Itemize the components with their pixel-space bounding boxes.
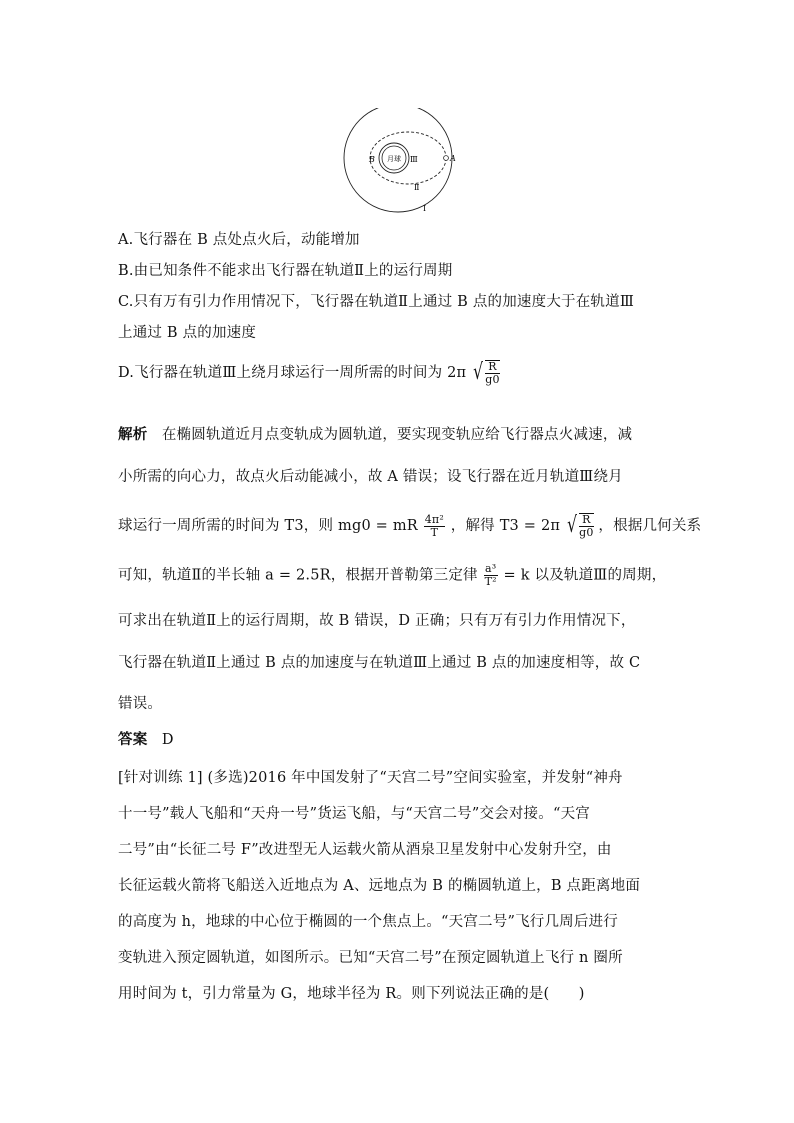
training-line5: 的高度为 h，地球的中心位于椭圆的一个焦点上。“天宫二号”飞行几周后进行: [118, 914, 618, 930]
option-d-sqrt-den: g0: [485, 373, 500, 386]
option-d-sqrt: √ $\frac{R}{g0}$: [473, 360, 500, 386]
sqrt-den: g0: [579, 526, 594, 539]
training-line1: [针对训练 1] (多选)2016 年中国发射了“天宫二号”空间实验室，并发射“神舟: [118, 770, 623, 786]
analysis-text1: 在椭圆轨道近月点变轨成为圆轨道，要实现变轨应给飞行器点火减速，减: [161, 427, 633, 443]
option-d: [118, 360, 500, 386]
option-d-sqrt-num: R: [485, 361, 499, 374]
option-a: A.飞行器在 B 点处点火后，动能增加: [118, 232, 360, 248]
analysis-text3b: ，解得 T3 = 2π: [450, 518, 561, 534]
answer-line: [118, 728, 174, 749]
answer-label: 答案: [118, 731, 148, 748]
label-A: A: [450, 154, 456, 163]
orbit-diagram: [330, 108, 470, 216]
label-orbit-I: Ⅰ: [423, 204, 427, 213]
analysis-label: 解析: [118, 426, 148, 443]
answer-value: D: [161, 732, 174, 748]
analysis-line7: 错误。: [118, 696, 163, 712]
analysis-line4: [118, 563, 666, 588]
analysis-sqrt: √ $\frac{R}{g0}$: [567, 513, 594, 539]
frac-den: T: [430, 525, 439, 539]
option-d-text: D.飞行器在轨道Ⅲ上绕月球运行一周所需的时间为 2π: [118, 365, 467, 381]
training-line3: 二号”由“长征二号 F”改进型无人运载火箭从酒泉卫星发射中心发射升空，由: [118, 842, 612, 858]
analysis-frac-a3-T2: [484, 563, 498, 588]
training-line2: 十一号”载人飞船和“天舟一号”货运飞船，与“天宫二号”交会对接。“天宫: [118, 806, 590, 822]
analysis-frac-4pi2-T: [424, 514, 445, 539]
label-orbit-II: Ⅱ: [414, 183, 420, 192]
frac-den: T²: [484, 575, 497, 588]
option-c-line1: C.只有万有引力作用情况下，飞行器在轨道Ⅱ上通过 B 点的加速度大于在轨道Ⅲ: [118, 294, 634, 310]
analysis-text4b: = k 以及轨道Ⅲ的周期，: [503, 567, 667, 584]
option-b: B.由已知条件不能求出飞行器在轨道Ⅱ上的运行周期: [118, 263, 453, 279]
analysis-line2: 小所需的向心力，故点火后动能减小，故 A 错误；设飞行器在近月轨道Ⅲ绕月: [118, 469, 623, 485]
analysis-line5: 可求出在轨道Ⅱ上的运行周期，故 B 错误，D 正确；只有万有引力作用情况下，: [118, 613, 636, 629]
analysis-text3c: ，根据几何关系: [598, 518, 702, 534]
analysis-text3a: 球运行一周所需的时间为 T3，则 mg0 = mR: [118, 518, 418, 534]
analysis-line1: [118, 423, 632, 444]
point-A-marker: [444, 156, 449, 161]
analysis-line6: 飞行器在轨道Ⅱ上通过 B 点的加速度与在轨道Ⅲ上通过 B 点的加速度相等，故 C: [118, 655, 641, 671]
label-B: B: [369, 155, 375, 164]
training-line6: 变轨进入预定圆轨道，如图所示。已知“天宫二号”在预定圆轨道上飞行 n 圈所: [118, 950, 623, 966]
label-moon: 月球: [387, 155, 401, 163]
orbit-II-ellipse: [370, 132, 446, 184]
training-line7: 用时间为 t，引力常量为 G，地球半径为 R。则下列说法正确的是( ): [118, 986, 585, 1002]
analysis-line3: [118, 513, 701, 539]
training-line4: 长征运载火箭将飞船送入近地点为 A、远地点为 B 的椭圆轨道上，B 点距离地面: [118, 878, 641, 894]
option-c-line2: 上通过 B 点的加速度: [118, 325, 257, 341]
frac-num: a³: [484, 562, 497, 575]
sqrt-num: R: [579, 514, 593, 527]
analysis-text4a: 可知，轨道Ⅱ的半长轴 a = 2.5R，根据开普勒第三定律: [118, 567, 478, 584]
frac-num: 4π²: [424, 512, 444, 526]
label-orbit-III: Ⅲ: [410, 155, 418, 164]
